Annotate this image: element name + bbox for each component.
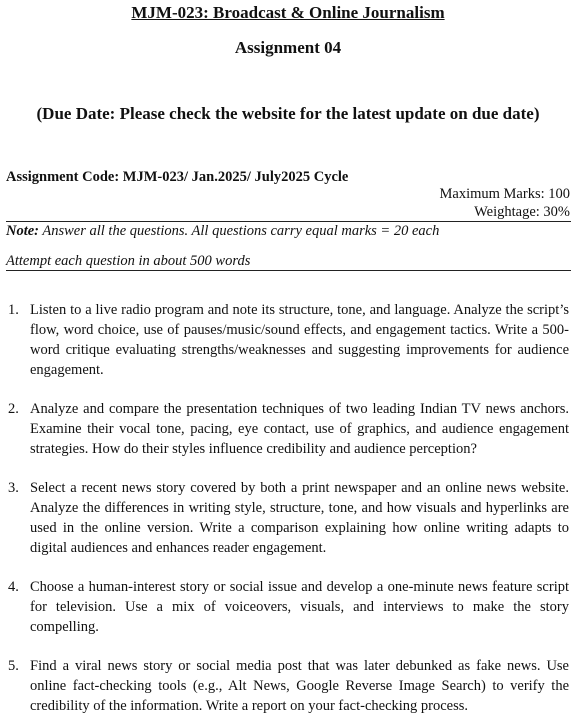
assignment-number: Assignment 04 — [234, 38, 342, 57]
note-label: Note: — [6, 223, 40, 239]
question-text: Analyze and compare the presentation techniques of two leading Indian TV news anchors. Examine their vocal tone, pacing, eye contact, use of graphics, and audience engagement strategies. How do their styles influence credibility and audience perception? — [30, 401, 569, 457]
question-number: 5. — [8, 658, 19, 674]
question-text: Find a viral news story or social media post that was later debunked as fake news. Use online fact-checking tools (e.g., Alt News, Google Reverse Image Search) to verify the credibility of the information. Write a report on your fact-checking process. — [30, 658, 569, 714]
due-date-notice: (Due Date: Please check the website for the latest update on due date) — [36, 104, 540, 123]
note-line — [6, 223, 439, 240]
question-number: 4. — [8, 579, 19, 595]
question-text: Listen to a live radio program and note its structure, tone, and language. Analyze the script’s flow, word choice, use of pauses/music/sound effects, and engagement tactics. Write a 500-word critique evaluating strengths/weaknesses and suggesting improvements for audience engagement. — [30, 302, 569, 378]
attempt-instruction: Attempt each question in about 500 words — [6, 253, 251, 269]
question-text: Select a recent news story covered by both a print newspaper and an online news website. Analyze the differences in writing style, structure, tone, and how visuals and hyperlinks are used in the online version. Write a comparison explaining how online writing adapts to digital audiences and enhances reader engagement. — [30, 480, 569, 556]
note-text: Answer all the questions. All questions carry equal marks = 20 each — [39, 223, 440, 239]
question-number: 3. — [8, 480, 19, 496]
weightage: Weightage: 30% — [474, 204, 570, 220]
maximum-marks: Maximum Marks: 100 — [439, 186, 570, 202]
assignment-code: Assignment Code: MJM-023/ Jan.2025/ July2025 Cycle — [6, 169, 349, 185]
divider-top — [6, 221, 571, 222]
divider-bottom — [6, 270, 571, 271]
question-text: Choose a human-interest story or social issue and develop a one-minute news feature script for television. Use a mix of voiceovers, visuals, and interviews to make the story compelling. — [30, 579, 569, 635]
question-number: 2. — [8, 401, 19, 417]
course-title: MJM-023: Broadcast & Online Journalism — [131, 3, 445, 22]
question-number: 1. — [8, 302, 19, 318]
